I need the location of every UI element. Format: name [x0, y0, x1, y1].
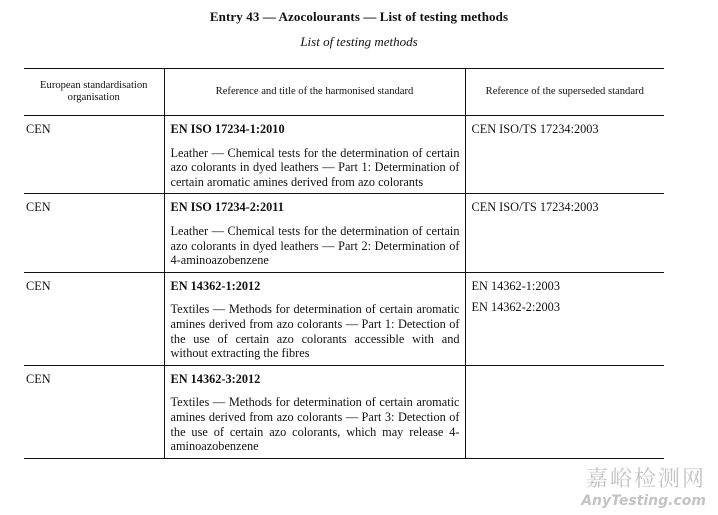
standard-title: Textiles — Methods for determination of certain aromatic amines derived from azo colorants — Part 3: Detection of the use of certain azo colorants, which may release 4-aminoazobenzene [170, 395, 460, 454]
standard-reference: EN 14362-3:2012 [170, 371, 261, 386]
superseded-reference: CEN ISO/TS 17234:2003 [471, 200, 599, 215]
organisation-cell: CEN [24, 272, 164, 365]
harmonised-standard-cell [164, 272, 465, 365]
superseded-standard-cell [465, 194, 664, 272]
document-subtitle: List of testing methods [300, 34, 418, 49]
table-row [24, 194, 664, 272]
standard-reference: EN 14362-1:2012 [170, 278, 261, 293]
table-row [24, 365, 664, 458]
column-header-superseded-standard: Reference of the superseded standard [465, 69, 664, 116]
watermark-logo [581, 467, 706, 509]
harmonised-standard-cell [164, 116, 465, 194]
table-row [24, 116, 664, 194]
watermark-url-text: AnyTesting.com [581, 493, 706, 509]
organisation-cell: CEN [24, 365, 164, 458]
harmonised-standard-cell [164, 365, 465, 458]
document-title: Entry 43 — Azocolourants — List of testing methods [209, 9, 509, 24]
watermark-chinese-text: 嘉峪检测网 [585, 467, 706, 492]
organisation-cell: CEN [24, 194, 164, 272]
column-header-organisation: European standardisation organisation [24, 69, 164, 116]
organisation-cell: CEN [24, 116, 164, 194]
standard-reference: EN ISO 17234-1:2010 [170, 122, 285, 136]
harmonised-standard-cell [164, 194, 465, 272]
superseded-reference: CEN ISO/TS 17234:2003 [471, 122, 599, 136]
superseded-reference: EN 14362-2:2003 [471, 300, 560, 315]
superseded-standard-cell [465, 365, 664, 458]
table-header-row [24, 69, 664, 116]
standard-reference: EN ISO 17234-2:2011 [170, 200, 284, 215]
superseded-reference: EN 14362-1:2003 [471, 278, 560, 293]
standard-title: Leather — Chemical tests for the determination of certain azo colorants in dyed leathers — Part 1: Determination of certain aromatic amines derived from azo colorants [170, 145, 460, 189]
standard-title: Textiles — Methods for determination of certain aromatic amines derived from azo colorants — Part 1: Detection of the use of certain azo colorants accessible with and without extracting the fibres [170, 302, 460, 361]
standard-title: Leather — Chemical tests for the determination of certain azo colorants in dyed leathers — Part 2: Determination of 4-aminoazobenzene [170, 223, 460, 268]
table-row [24, 272, 664, 365]
column-header-harmonised-standard: Reference and title of the harmonised standard [164, 69, 465, 116]
superseded-standard-cell [465, 116, 664, 194]
standards-table [24, 68, 664, 459]
superseded-standard-cell [465, 272, 664, 365]
